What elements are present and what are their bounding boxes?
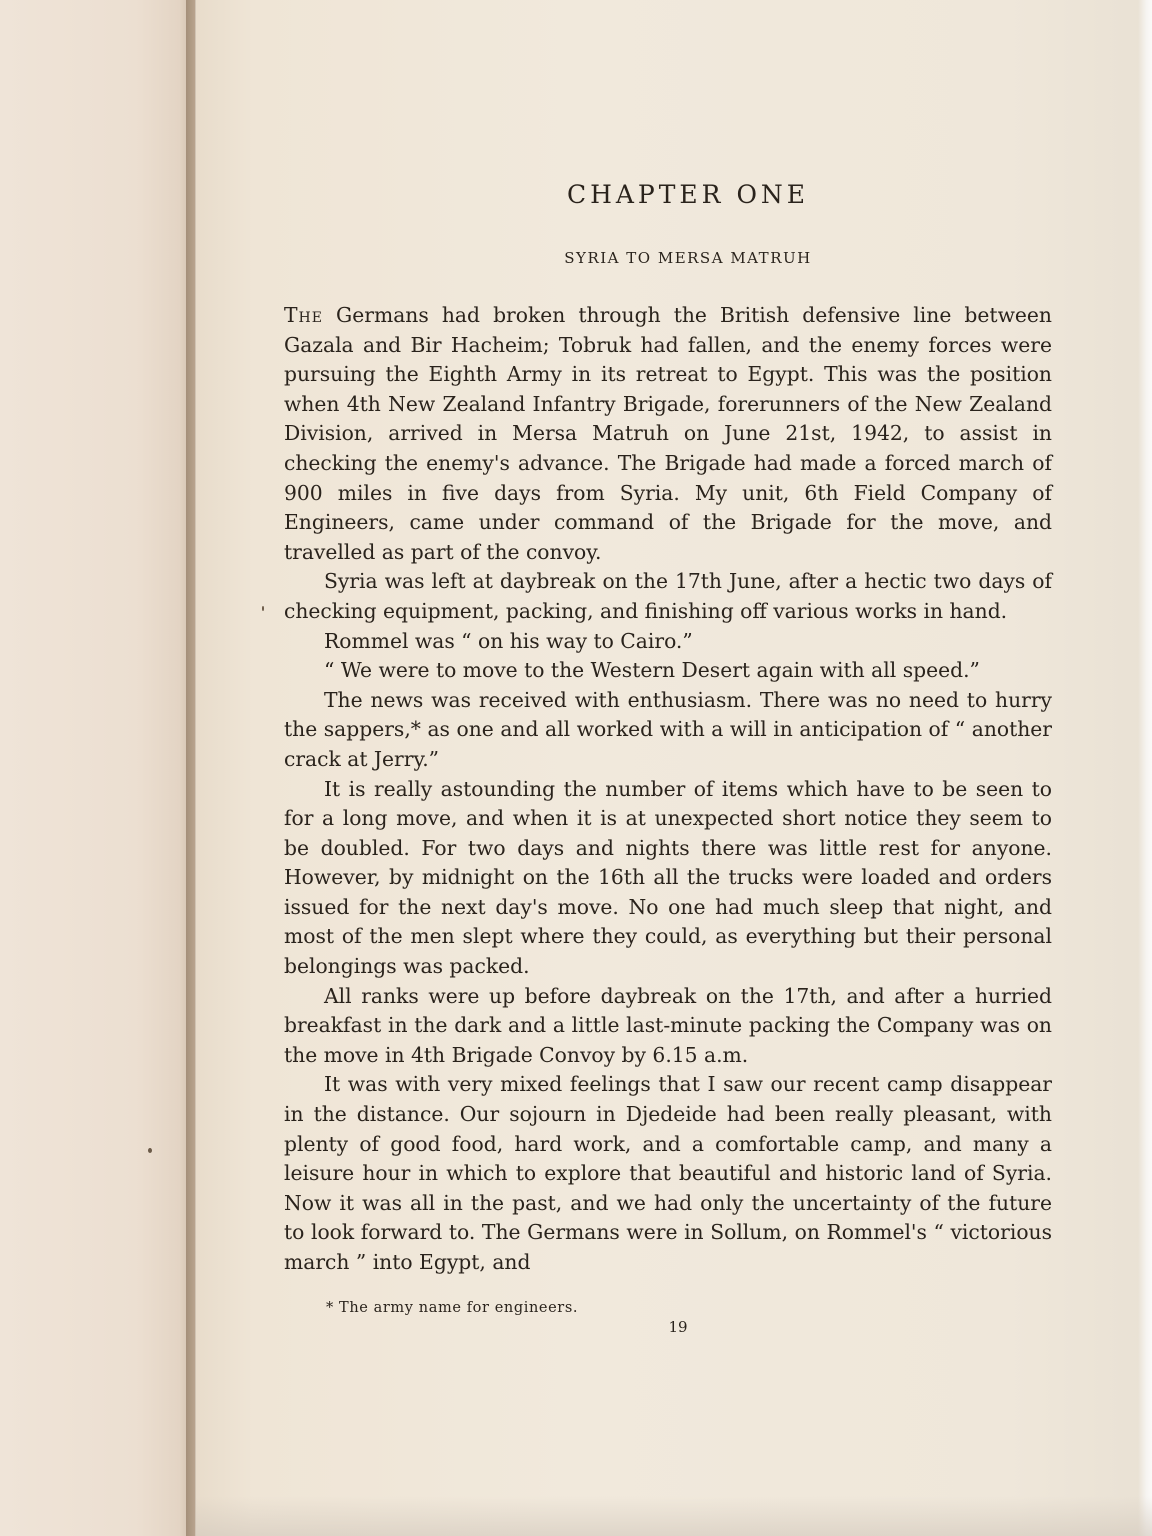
paragraph: It is really astounding the number of items which have to be seen to for a long move, and when it is at unexpected short notice they seem to be doubled. For two days and nights there was little rest for anyone. However, by midnight on the 16th all the trucks were loaded and orders issued for the next day's move. No one had much sleep that night, and most of the men slept where they could, as everything but their personal belongings was packed. <box>284 776 1052 979</box>
paragraph: Syria was left at daybreak on the 17th June, after a hectic two days of checking equipment, packing, and finishing off various works in hand. <box>284 569 1052 623</box>
footnote: * The army name for engineers. <box>326 1299 579 1316</box>
paragraph: Rommel was “ on his way to Cairo.” <box>324 628 693 653</box>
paragraph <box>284 301 1052 567</box>
paragraph-text: Germans had broken through the British defensive line between Gazala and Bir Hacheim; Tobruk had fallen, and the enemy forces were pursuing the Eighth Army in its retreat to Egypt. This was the position when 4th New Zealand Infantry Brigade, forerunners of the New Zealand Division, arrived in Mersa Matruh on June 21st, 1942, to assist in checking the enemy's advance. The Brigade had made a forced march of 900 miles in five days from Syria. My unit, 6th Field Company of Engineers, came under command of the Brigade for the move, and travelled as part of the convoy. <box>284 303 1052 564</box>
paragraph-lead-word: The <box>284 303 323 327</box>
page-text <box>284 180 1052 1336</box>
paper-speck <box>262 606 264 611</box>
chapter-subtitle: SYRIA TO MERSA MATRUH <box>564 249 812 267</box>
chapter-title: CHAPTER ONE <box>566 180 810 209</box>
paragraph: The news was received with enthusiasm. There was no need to hurry the sappers,* as one and all worked with a will in anticipation of “ another crack at Jerry.” <box>284 687 1052 771</box>
paper-speck <box>148 1148 152 1153</box>
left-page <box>0 0 195 1536</box>
paragraph: All ranks were up before daybreak on the 17th, and after a hurried breakfast in the dark and a little last-minute packing the Company was on the move in 4th Brigade Convoy by 6.15 a.m. <box>284 983 1052 1067</box>
page-shadow <box>196 1496 1152 1536</box>
paragraph: It was with very mixed feelings that I saw our recent camp disappear in the distance. Our sojourn in Djedeide had been really pleasant, with plenty of good food, hard work, and a comfortable camp, and many a leisure hour in which to explore that beautiful and historic land of Syria. Now it was all in the past, and we had only the uncertainty of the future to look forward to. The Germans were in Sollum, on Rommel's “ victorious march ” into Egypt, and <box>284 1072 1052 1274</box>
page-number: 19 <box>668 1317 688 1336</box>
paragraph: “ We were to move to the Western Desert again with all speed.” <box>324 658 980 683</box>
page-edge <box>1138 0 1152 1536</box>
